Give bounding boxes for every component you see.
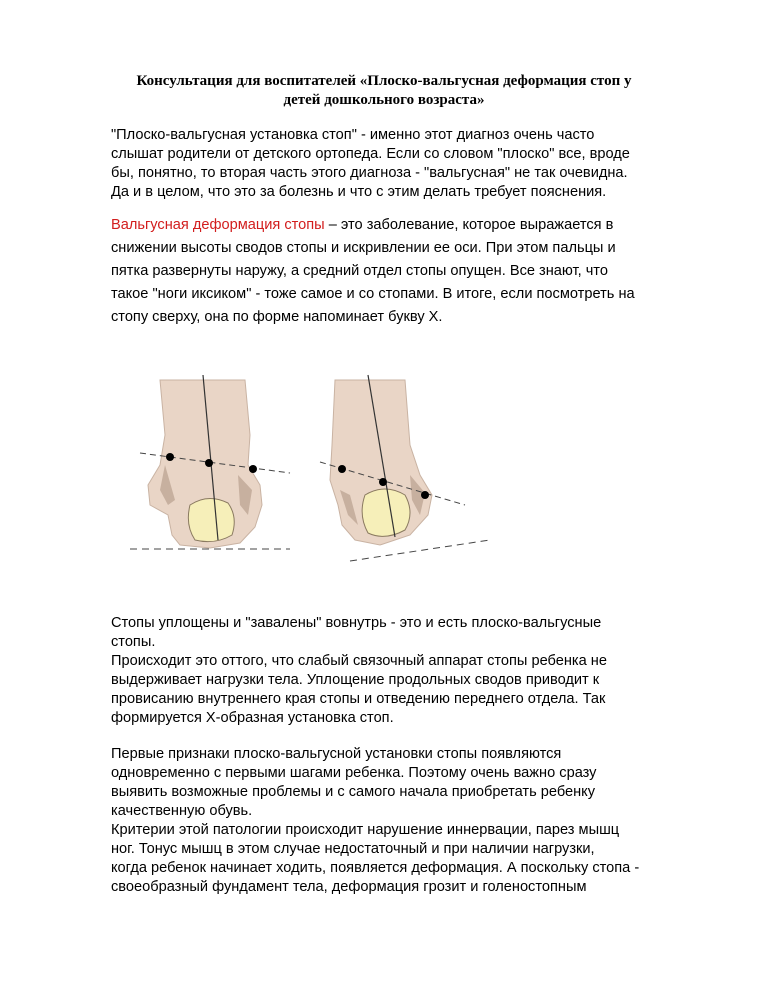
definition-paragraph xyxy=(111,214,721,329)
title-line: детей дошкольного возраста» xyxy=(283,92,485,108)
text-line xyxy=(111,214,721,237)
definition-text: – это заболевание, которое выражается в xyxy=(324,217,614,233)
text-line: ног. Тонус мышц в этом случае недостаточный и при наличии нагрузки, xyxy=(111,841,595,857)
text-line: такое "ноги иксиком" - тоже самое и со стопами. В итоге, если посмотреть на xyxy=(111,286,635,302)
text-line: Происходит это оттого, что слабый связочный аппарат стопы ребенка не xyxy=(111,653,607,669)
text-line: слышат родители от детского ортопеда. Если со словом "плоско" все, вроде xyxy=(111,146,630,162)
text-line: "Плоско-вальгусная установка стоп" - именно этот диагноз очень часто xyxy=(111,127,595,143)
text-line: стопу сверху, она по форме напоминает букву Х. xyxy=(111,309,443,325)
text-line: своеобразный фундамент тела, деформация грозит и голеностопным xyxy=(111,879,587,895)
text-line: бы, понятно, то вторая часть этого диагноза - "вальгусная" не так очевидна. xyxy=(111,165,628,181)
valgus-feet-illustration xyxy=(120,365,500,570)
text-line: стопы. xyxy=(111,634,156,650)
right-heel-bone xyxy=(362,489,410,536)
right-marker-dot xyxy=(338,465,346,473)
intro-paragraph xyxy=(111,126,711,202)
text-line: когда ребенок начинает ходить, появляется деформация. А поскольку стопа - xyxy=(111,860,640,876)
right-foot-figure xyxy=(320,375,490,561)
left-heel-bone xyxy=(188,498,234,541)
text-line: пятка развернуты наружу, а средний отдел стопы опущен. Все знают, что xyxy=(111,263,608,279)
text-line: снижении высоты сводов стопы и искривлении ее оси. При этом пальцы и xyxy=(111,240,616,256)
text-line: формируется Х-образная установка стоп. xyxy=(111,710,394,726)
title-line: Консультация для воспитателей «Плоско-вальгусная деформация стоп у xyxy=(136,73,632,89)
text-line: Критерии этой патологии происходит нарушение иннервации, парез мышц xyxy=(111,822,620,838)
right-marker-dot xyxy=(379,478,387,486)
definition-term: Вальгусная деформация стопы xyxy=(111,217,325,233)
page-title xyxy=(100,72,668,110)
text-line: провисанию внутреннего края стопы и отведению переднего отдела. Так xyxy=(111,691,606,707)
text-line: качественную обувь. xyxy=(111,803,253,819)
text-line: Стопы уплощены и "завалены" вовнутрь - это и есть плоско-вальгусные xyxy=(111,615,602,631)
left-marker-dot xyxy=(166,453,174,461)
left-foot-figure xyxy=(130,375,290,549)
text-line: Первые признаки плоско-вальгусной установки стопы появляются xyxy=(111,746,562,762)
left-marker-dot xyxy=(205,459,213,467)
text-line: выявить возможные проблемы и с самого начала приобретать ребенку xyxy=(111,784,596,800)
signs-paragraph xyxy=(111,745,721,897)
text-line: Да и в целом, что это за болезнь и что с этим делать требует пояснения. xyxy=(111,184,607,200)
text-line: выдерживает нагрузки тела. Уплощение продольных сводов приводит к xyxy=(111,672,600,688)
text-line: одновременно с первыми шагами ребенка. Поэтому очень важно сразу xyxy=(111,765,597,781)
left-marker-dot xyxy=(249,465,257,473)
right-marker-dot xyxy=(421,491,429,499)
description-paragraph xyxy=(111,614,711,728)
